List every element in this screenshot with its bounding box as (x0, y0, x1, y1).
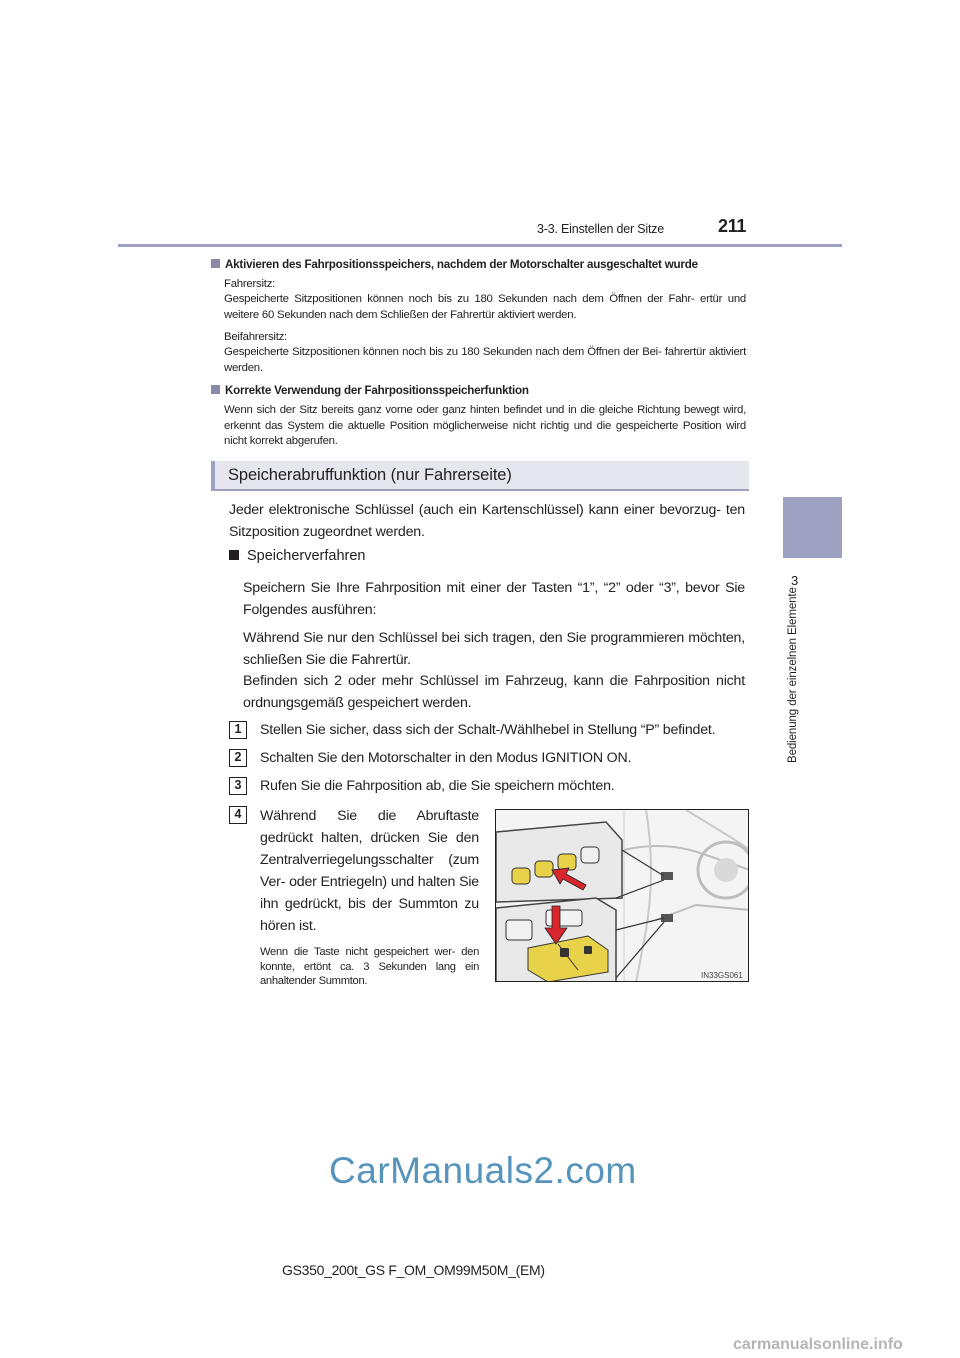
note-1-p1: Fahrersitz: (224, 278, 276, 290)
header-rule (118, 244, 842, 247)
note-2-heading (211, 383, 529, 400)
step-3-text: Rufen Sie die Fahrposition ab, die Sie speichern möchten. (260, 778, 615, 794)
section-intro: Jeder elektronische Schlüssel (auch ein Kartenschlüssel) kann einer bevorzug- ten Sitzposition zugeordnet werden. (229, 502, 745, 540)
figure-code: IN33GS061 (701, 971, 743, 980)
step-2-text: Schalten Sie den Motorschalter in den Modus IGNITION ON. (260, 750, 632, 766)
square-bullet-icon (211, 385, 220, 394)
note-2-p1: Wenn sich der Sitz bereits ganz vorne oder ganz hinten befindet und in die gleiche Richtung bewegt wird, erkennt das System die aktuelle Position möglicherweise nicht richtig und die gespeicherte Position wird nicht korrekt abgerufen. (224, 404, 746, 447)
note-1-heading (211, 257, 698, 274)
step-4-text: Während Sie die Abruftaste gedrückt halten, drücken Sie den Zentralverriegelungsschalter (zum Ver- oder Entriegeln) und halten Sie ihn gedrückt, bis der Summton zu hören ist. (260, 808, 479, 934)
footer-code: GS350_200t_GS F_OM_OM99M50M_(EM) (282, 1262, 545, 1278)
door-switch-illustration (495, 809, 749, 982)
chapter-tab (783, 497, 842, 558)
chapter-title-vertical (787, 587, 801, 763)
section-title: Speicherabruffunktion (nur Fahrerseite) (228, 466, 512, 484)
square-bullet-icon (229, 550, 239, 560)
paragraph-2: Während Sie nur den Schlüssel bei sich tragen, den Sie programmieren möchten, schließen Sie die Fahrertür. (243, 630, 745, 668)
subheading-text: Speicherverfahren (247, 548, 366, 564)
paragraph-1: Speichern Sie Ihre Fahrposition mit einer der Tasten “1”, “2” oder “3”, bevor Sie Folgendes ausführen: (243, 580, 745, 618)
illustration-svg (496, 810, 749, 982)
header-section-title: 3-3. Einstellen der Sitze (537, 222, 665, 236)
step-4-number: 4 (229, 806, 247, 824)
note-1-p3: Beifahrersitz: (224, 331, 287, 343)
note-1-p4: Gespeicherte Sitzpositionen können noch bis zu 180 Sekunden nach dem Öffnen der Bei- fahrertür aktiviert werden. (224, 346, 746, 374)
square-bullet-icon (211, 259, 220, 268)
page-number: 211 (718, 216, 747, 236)
step-1-number: 1 (229, 721, 247, 739)
subheading (229, 548, 366, 564)
note-1-title: Aktivieren des Fahrpositionsspeichers, nachdem der Motorschalter ausgeschaltet wurde (225, 258, 698, 271)
step-3-number: 3 (229, 777, 247, 795)
section-heading-box (211, 461, 749, 491)
step-2-number: 2 (229, 749, 247, 767)
watermark-logo: CarManuals2.com (329, 1150, 637, 1191)
chapter-number: 3 (791, 573, 799, 588)
note-1-p2: Gespeicherte Sitzpositionen können noch bis zu 180 Sekunden nach dem Öffnen der Fahr- ertür und weitere 60 Sekunden nach dem Schließen der Fahrertür aktiviert werden. (224, 293, 746, 321)
chapter-title: Bedienung der einzelnen Elemente (787, 587, 799, 763)
paragraph-3: Befinden sich 2 oder mehr Schlüssel im Fahrzeug, kann die Fahrposition nicht ordnungsgemäß gespeichert werden. (243, 673, 745, 711)
step-4-note: Wenn die Taste nicht gespeichert wer- den konnte, ertönt ca. 3 Sekunden lang ein anhaltender Summton. (260, 946, 479, 987)
note-2-title: Korrekte Verwendung der Fahrpositionsspeicherfunktion (225, 384, 529, 397)
step-1-text: Stellen Sie sicher, dass sich der Schalt-/Wählhebel in Stellung “P” befindet. (260, 722, 716, 738)
watermark-corner: carmanualsonline.info (733, 1336, 903, 1353)
